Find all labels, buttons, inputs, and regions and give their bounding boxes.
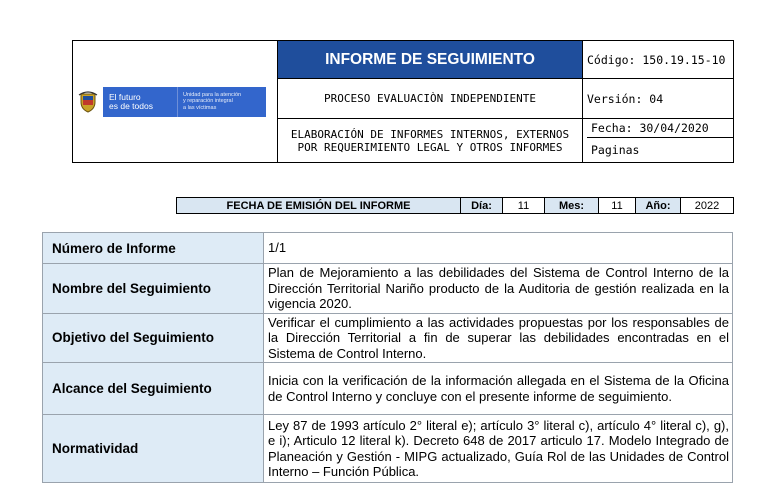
brand-line-2: es de todos: [109, 100, 153, 111]
fecha: Fecha: 30/04/2020: [587, 119, 733, 138]
coat-of-arms-icon: [77, 90, 99, 114]
unit-brand: [177, 87, 266, 117]
document-title: INFORME DE SEGUIMIENTO: [278, 41, 583, 79]
day-label: Día:: [461, 198, 503, 214]
row-value: Inicia con la verificación de la información allegada en el Sistema de la Oficina de Control Interno y concluye con el presente informe de seguimiento.: [264, 363, 733, 415]
row-key: Normatividad: [43, 415, 264, 483]
row-key: Alcance del Seguimiento: [43, 363, 264, 415]
year-label: Año:: [636, 198, 681, 214]
row-value: Verificar el cumplimiento a las actividades propuestas por los responsables de la Dirección Territorial a fin de superar las debilidades encontradas en el Sistema de Control Interno.: [264, 313, 733, 363]
day-value: 11: [503, 198, 545, 214]
table-row: [43, 264, 733, 314]
version: Versión: 04: [583, 79, 734, 119]
row-key: Número de Informe: [43, 233, 264, 264]
date-pages-cell: [583, 119, 734, 163]
procedure-name: ELABORACIÓN DE INFORMES INTERNOS, EXTERNOS POR REQUERIMIENTO LEGAL Y OTROS INFORMES: [278, 119, 583, 163]
report-info-table: [42, 232, 733, 483]
row-value: 1/1: [264, 233, 733, 264]
table-row: [43, 415, 733, 483]
document-header: [72, 40, 734, 161]
unit-line-2: y reparación integral: [183, 98, 233, 105]
codigo: Código: 150.19.15-10: [583, 41, 734, 79]
unit-line-3: a las víctimas: [183, 104, 217, 111]
month-value: 11: [599, 198, 636, 214]
row-value: Plan de Mejoramiento a las debilidades del Sistema de Control Interno de la Dirección Territorial Nariño producto de la Auditoria de gestión realizada en la vigencia 2020.: [264, 264, 733, 314]
row-key: Nombre del Seguimiento: [43, 264, 264, 314]
table-row: [43, 233, 733, 264]
logo: [77, 87, 273, 117]
table-row: [43, 363, 733, 415]
emission-label: FECHA DE EMISIÓN DEL INFORME: [177, 198, 461, 214]
brand-line-1: El futuro: [109, 91, 141, 102]
row-key: Objetivo del Seguimiento: [43, 313, 264, 363]
gov-brand: [103, 87, 177, 117]
emission-date-bar: [176, 197, 734, 214]
year-value: 2022: [681, 198, 734, 214]
month-label: Mes:: [545, 198, 599, 214]
paginas: Paginas: [591, 143, 640, 157]
unit-line-1: Unidad para la atención: [183, 91, 242, 98]
process-name: PROCESO EVALUACIÒN INDEPENDIENTE: [278, 79, 583, 119]
row-value: Ley 87 de 1993 artículo 2° literal e); artículo 3° literal c), artículo 4° literal c), g), e i); Articulo 12 literal k). Decreto 648 de 2017 articulo 17. Modelo Integrado de Planeación y Gestión - MIPG actualizado, Guía Rol de las Unidades de Control Interno – Función Pública.: [264, 415, 733, 483]
table-row: [43, 313, 733, 363]
logo-cell: [73, 41, 278, 163]
